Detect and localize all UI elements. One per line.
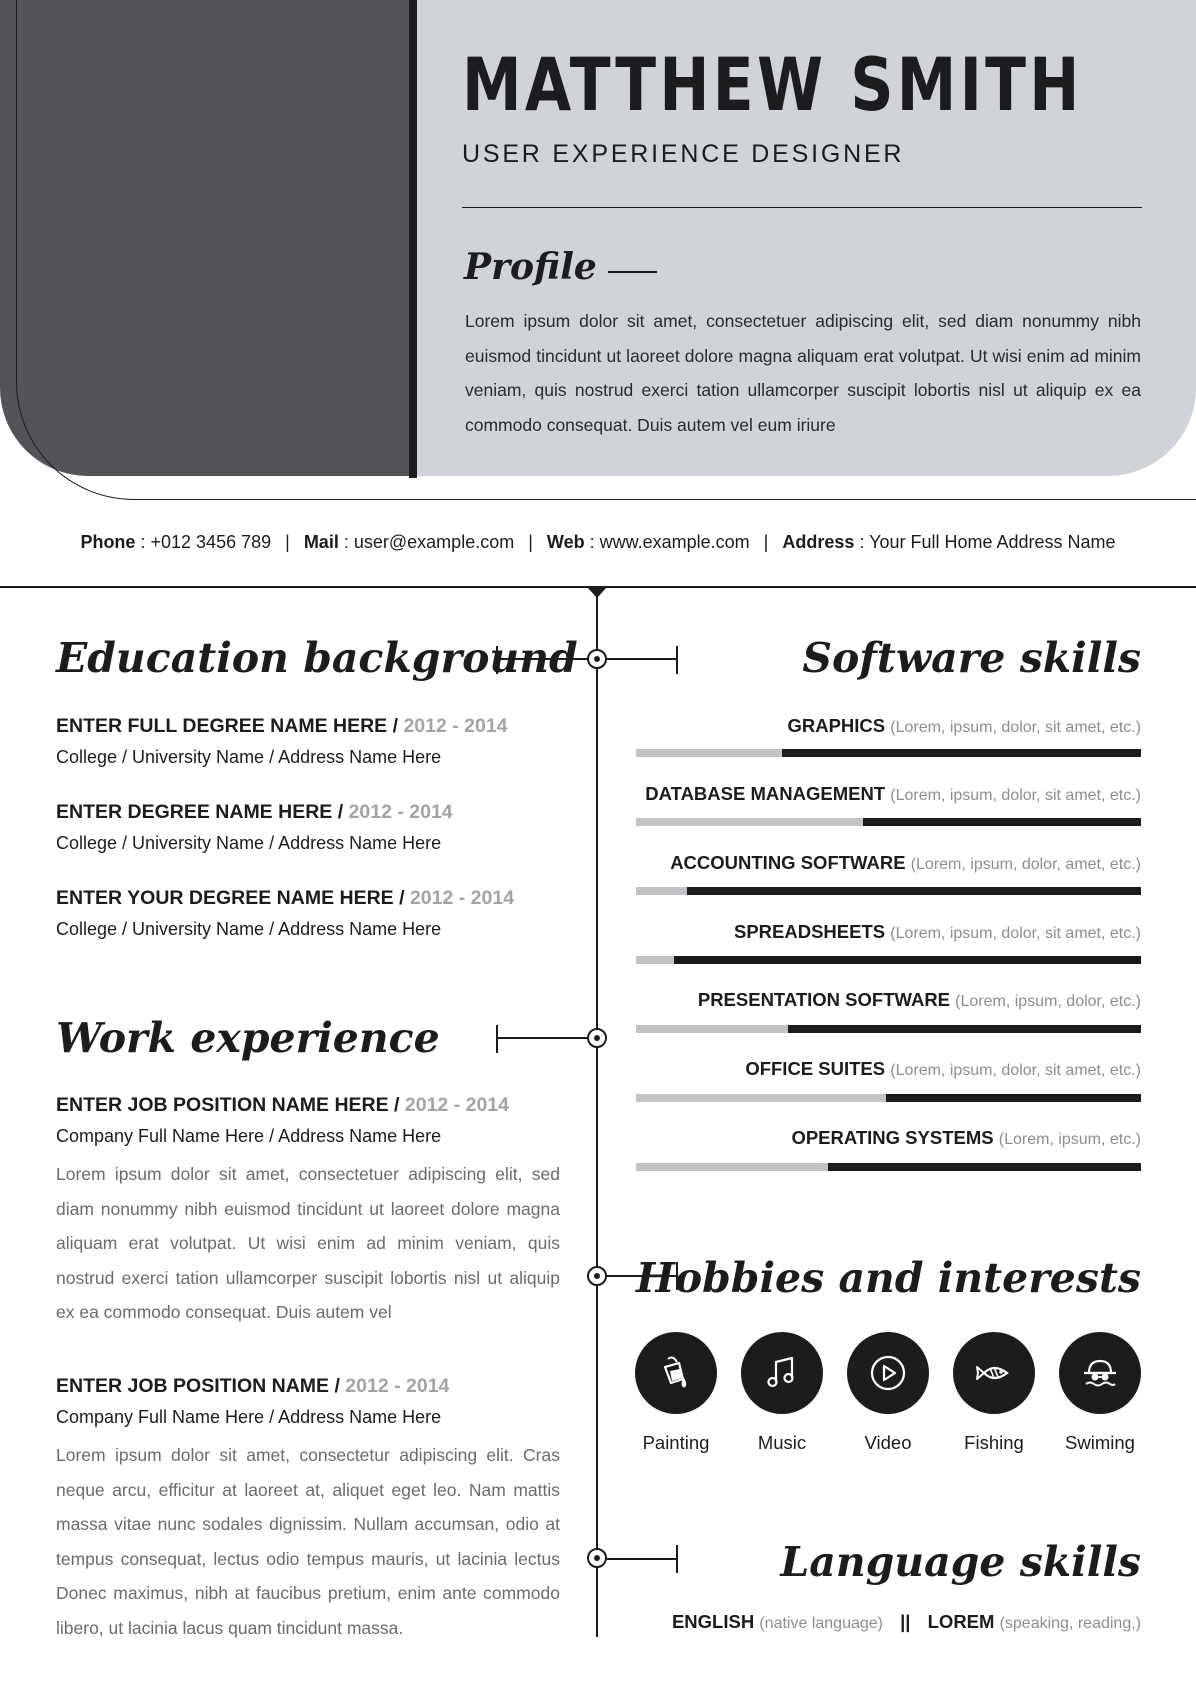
candidate-name: MATTHEW SMITH (462, 43, 1083, 128)
skill-bar-track (636, 956, 1141, 964)
skill-name: GRAPHICS (787, 715, 886, 736)
connector-line (597, 1558, 677, 1560)
education-school: College / University Name / Address Name Here (56, 833, 442, 853)
skill-name: ACCOUNTING SOFTWARE (670, 852, 906, 873)
colon: : (140, 532, 146, 552)
job-description: Lorem ipsum dolor sit amet, consectetuer adipiscing elit, sed diam nonummy nibh euismod tincidunt ut laoreet dolore magna aliquam erat volutpat. Ut wisi enim ad minim veniam, quis nostrud exerci tation ullamcorper suscipit lobortis nisl ut aliquip ex ea commodo consequat. Duis autem vel (56, 1164, 560, 1322)
position-name: ENTER JOB POSITION NAME / (56, 1375, 340, 1397)
skill-name: OFFICE SUITES (745, 1058, 886, 1079)
company-name: Company Full Name Here / Address Name Here (56, 1407, 442, 1427)
position-name: ENTER JOB POSITION NAME HERE / (56, 1094, 400, 1116)
skill-bar-fill (687, 887, 1142, 895)
job-position (56, 1094, 509, 1117)
skill-label (698, 989, 1141, 1011)
web-label: Web (546, 532, 585, 552)
skill-label (734, 921, 1141, 943)
header-rule (462, 207, 1142, 208)
skill-label (787, 715, 1141, 737)
language-note: (speaking, reading,) (999, 1615, 1141, 1632)
hobby-swimming (1059, 1332, 1141, 1414)
mail-value[interactable]: user@example.com (353, 532, 515, 552)
paint-bucket-icon (656, 1353, 696, 1393)
skill-note: (Lorem, ipsum, dolor, sit amet, etc.) (890, 787, 1141, 804)
address-value: Your Full Home Address Name (869, 532, 1116, 552)
job-title: USER EXPERIENCE DESIGNER (462, 140, 905, 168)
work-heading: Work experience (56, 1014, 440, 1062)
education-school: College / University Name / Address Name Here (56, 919, 442, 939)
skill-name: PRESENTATION SOFTWARE (697, 989, 951, 1010)
degree-years: 2012 - 2014 (403, 715, 508, 737)
hobby-label: Swiming (1065, 1432, 1135, 1453)
skill-note: (Lorem, ipsum, dolor, sit amet, etc.) (890, 1062, 1141, 1079)
skill-bar-track (636, 1025, 1141, 1033)
hobby-label: Fishing (964, 1432, 1024, 1453)
skill-note: (Lorem, ipsum, dolor, sit amet, etc.) (890, 925, 1141, 942)
degree-name: ENTER DEGREE NAME HERE / (56, 801, 344, 823)
colon: : (589, 532, 595, 552)
play-icon (868, 1353, 908, 1393)
skill-bar-fill (863, 818, 1141, 826)
degree-name: ENTER YOUR DEGREE NAME HERE / (56, 887, 405, 909)
profile-heading-dash (608, 271, 657, 273)
skill-label (791, 1127, 1141, 1149)
skill-label (645, 783, 1141, 805)
education-school: College / University Name / Address Name Here (56, 747, 442, 767)
connector-line (496, 1037, 592, 1039)
contact-row (0, 532, 1196, 553)
degree-years: 2012 - 2014 (409, 887, 515, 909)
colon: : (343, 532, 349, 552)
languages-heading: Language skills (780, 1538, 1141, 1586)
language-name: ENGLISH (671, 1611, 755, 1632)
company-name: Company Full Name Here / Address Name Here (56, 1126, 442, 1146)
hobby-painting (635, 1332, 717, 1414)
colon: : (859, 532, 865, 552)
language-name: LOREM (927, 1611, 995, 1632)
position-years: 2012 - 2014 (345, 1375, 450, 1397)
timeline-node (587, 649, 607, 669)
education-degree (56, 801, 453, 824)
degree-years: 2012 - 2014 (348, 801, 453, 823)
education-heading: Education background (56, 634, 578, 682)
skill-bar-fill (828, 1163, 1141, 1171)
skill-note: (Lorem, ipsum, dolor, amet, etc.) (910, 856, 1141, 873)
hobby-label: Music (757, 1432, 807, 1453)
header-divider-bar (409, 0, 417, 478)
skill-name: SPREADSHEETS (733, 921, 886, 942)
education-degree (56, 887, 514, 910)
web-value[interactable]: www.example.com (599, 532, 750, 552)
job-description: Lorem ipsum dolor sit amet, consectetur adipiscing elit. Cras neque arcu, efficitur at laoreet at, aliquet eget leo. Nam mattis massa vitae nunc sodales dignissim. Nullam accumsan, odio at tempus consequat, lectus odio tempus mauris, ut lacinia lectus Donec maximus, nibh at faucibus pretium, enim ante commodo libero, ut lacinia lacus quam tincidunt massa. (56, 1445, 560, 1638)
address-label: Address (782, 532, 855, 552)
profile-text: Lorem ipsum dolor sit amet, consectetuer adipiscing elit, sed diam nonummy nibh euismod tincidunt ut laoreet dolore magna aliquam erat volutpat. Ut wisi enim ad minim veniam, quis nostrud exerci tation ullamcorper suscipit lobortis nisl ut aliquip ex ea commodo consequat. Duis autem vel eum iriure (465, 311, 1141, 435)
hobby-label: Video (864, 1432, 912, 1453)
profile-heading: Profile (464, 246, 597, 288)
skill-bar-fill (782, 749, 1141, 757)
connector-tick (496, 1025, 498, 1053)
job-position (56, 1375, 449, 1398)
skill-name: DATABASE MANAGEMENT (645, 783, 886, 804)
separator: | (285, 532, 290, 552)
skill-note: (Lorem, ipsum, dolor, sit amet, etc.) (890, 719, 1141, 736)
separator: | (528, 532, 533, 552)
skill-label (670, 852, 1141, 874)
skill-bar-track (636, 818, 1141, 826)
language-separator: || (900, 1611, 911, 1632)
skill-note: (Lorem, ipsum, dolor, etc.) (955, 993, 1141, 1010)
software-heading: Software skills (802, 634, 1141, 682)
timeline-node (587, 1548, 607, 1568)
timeline-line (596, 587, 598, 1637)
timeline-node (587, 1028, 607, 1048)
skill-note: (Lorem, ipsum, etc.) (998, 1131, 1141, 1148)
timeline-arrow-icon (587, 587, 607, 598)
skill-bar-fill (788, 1025, 1142, 1033)
music-note-icon (762, 1353, 802, 1393)
hobby-fishing (953, 1332, 1035, 1414)
skill-bar-track (636, 887, 1141, 895)
hobby-label: Painting (642, 1432, 710, 1453)
education-degree (56, 715, 508, 738)
skill-name: OPERATING SYSTEMS (791, 1127, 994, 1148)
skill-bar-fill (886, 1094, 1141, 1102)
degree-name: ENTER FULL DEGREE NAME HERE / (56, 715, 399, 737)
language-line (672, 1611, 1141, 1633)
skill-bar-fill (674, 956, 1141, 964)
skill-label (745, 1058, 1141, 1080)
separator: | (763, 532, 769, 552)
timeline-node (587, 1266, 607, 1286)
language-note: (native language) (759, 1615, 883, 1632)
connector-tick (676, 646, 678, 674)
swimmer-icon (1080, 1353, 1120, 1393)
hobby-music (741, 1332, 823, 1414)
phone-label: Phone (80, 532, 136, 552)
phone-value: +012 3456 789 (150, 532, 272, 552)
fish-icon (974, 1353, 1014, 1393)
connector-tick (676, 1545, 678, 1573)
skill-bar-track (636, 1163, 1141, 1171)
mail-label: Mail (303, 532, 339, 552)
skill-bar-track (636, 749, 1141, 757)
hobby-video (847, 1332, 929, 1414)
hobbies-heading: Hobbies and interests (636, 1254, 1141, 1302)
position-years: 2012 - 2014 (404, 1094, 509, 1116)
skill-bar-track (636, 1094, 1141, 1102)
